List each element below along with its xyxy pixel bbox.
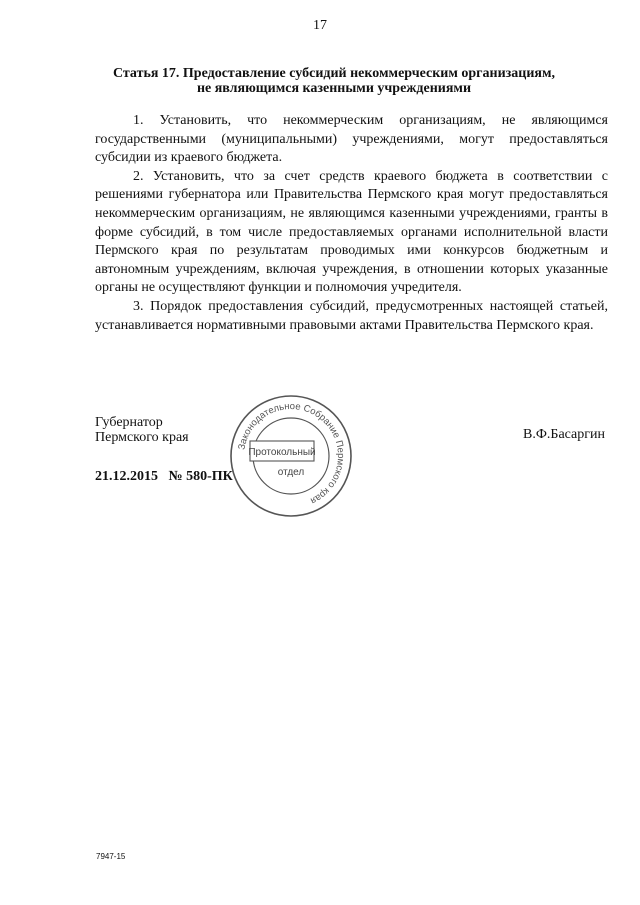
paragraph-2: 2. Установить, что за счет средств краевого бюджета в соответствии с решениями губернатора или Правительства Пермского края могут предоставляться некоммерческим организациям, не являющимся казенными учреждениями, гранты в форме субсидий, в том числе предоставляемых органами исполнительной власти Пермского края по результатам проводимых ими конкурсов бюджетным и автономным учреждениям, включая учреждения, в отношении которых указанные органы не осуществляют функции и полномочия учредителя. xyxy=(95,168,608,296)
act-date: 21.12.2015 xyxy=(95,469,158,484)
act-number: № 580-ПК xyxy=(168,469,233,484)
signatory-position-line-1: Губернатор xyxy=(95,415,163,430)
act-date-number xyxy=(95,469,233,485)
official-stamp xyxy=(228,393,354,519)
stamp-inner-line-2: отдел xyxy=(277,467,305,478)
paragraph-3: 3. Порядок предоставления субсидий, предусмотренных настоящей статьей, устанавливается нормативными правовыми актами Правительства Пермского края. xyxy=(95,298,608,333)
footer-code: 7947-15 xyxy=(96,852,126,861)
stamp-inner-line-1: Протокольный xyxy=(248,447,316,458)
article-body xyxy=(95,112,608,335)
article-heading xyxy=(95,66,573,96)
article-title-line-2: не являющимся казенными учреждениями xyxy=(196,81,472,96)
paragraph-1: 1. Установить, что некоммерческим организациям, не являющимся государственными (муниципальными) учреждениями, могут предоставляться субсидии из краевого бюджета. xyxy=(95,113,608,166)
signatory-position xyxy=(95,415,189,445)
article-title-line-1: Статья 17. Предоставление субсидий некоммерческим организациям, xyxy=(112,66,556,81)
stamp-ring-textpath: Законодательное Собрание Пермского края xyxy=(236,400,347,507)
signatory-name: В.Ф.Басаргин xyxy=(523,427,605,442)
signatory-position-line-2: Пермского края xyxy=(95,430,189,445)
page-number: 17 xyxy=(313,18,327,33)
